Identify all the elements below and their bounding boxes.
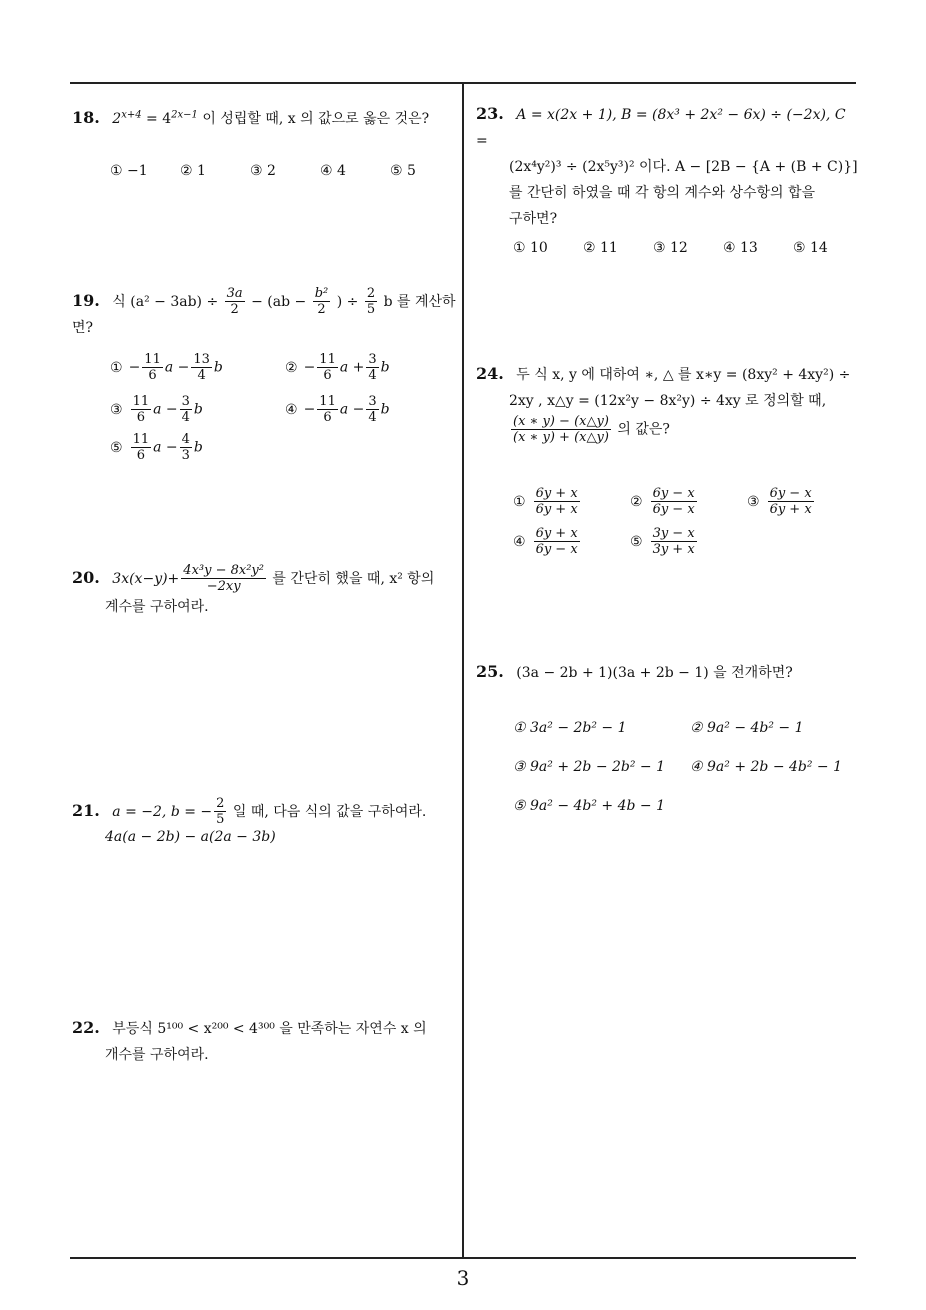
choice-5[interactable]: ⑤ 5: [390, 163, 416, 179]
column-divider: [462, 82, 464, 1258]
question-stem-line2: 개수를 구하여라.: [105, 1047, 209, 1063]
choice-5[interactable]: ⑤ $\frac{3y - x}{3y + x}$: [630, 526, 695, 557]
question-stem-line3: 를 간단히 하였을 때 각 항의 계수와 상수항의 합을: [509, 185, 816, 201]
question-number: 22.: [72, 1018, 100, 1037]
question-stem-line3: $\frac{(x ∗ y) - (x\triangle y)}{(x ∗ y) + (x\triangle y)}$ 의 값은?: [513, 414, 670, 445]
question-18: [72, 102, 457, 132]
question-stem: 부등식 5¹⁰⁰ < x²⁰⁰ < 4³⁰⁰ 을 만족하는 자연수 x 의: [112, 1021, 427, 1037]
question-stem: A = x(2x + 1), B = (8x³ + 2x² − 6x) ÷ (−2x), C =: [476, 107, 846, 149]
choice-2[interactable]: ② 9a² − 4b² − 1: [690, 720, 804, 736]
question-19: [72, 286, 457, 337]
choice-4[interactable]: ④ − $\frac{11}{6}$ a − $\frac{3}{4}$ b: [285, 394, 390, 425]
question-24: [476, 362, 861, 445]
question-stem-line4: 구하면?: [509, 211, 558, 227]
question-stem: $2^{x+4} = 4^{2x-1}$ 이 성립할 때, x 의 값으로 옳은 것은?: [112, 109, 430, 127]
question-stem-line2: (2x⁴y²)³ ÷ (2x⁵y³)² 이다. A − [2B − {A + (B + C)}]: [509, 159, 858, 175]
question-number: 23.: [476, 104, 504, 123]
choice-3[interactable]: ③ 12: [653, 240, 688, 256]
choice-1[interactable]: ① − $\frac{11}{6}$ a − $\frac{13}{4}$ b: [110, 352, 223, 383]
question-stem: (3a − 2b + 1)(3a + 2b − 1) 을 전개하면?: [516, 665, 793, 681]
question-number: 24.: [476, 364, 504, 383]
choice-2[interactable]: ② 1: [180, 163, 206, 179]
choice-1[interactable]: ① $\frac{6y + x}{6y + x}$: [513, 486, 578, 517]
question-23: [476, 102, 861, 232]
choice-4[interactable]: ④ 13: [723, 240, 758, 256]
choice-4[interactable]: ④ 9a² + 2b − 4b² − 1: [690, 759, 843, 775]
question-22: [72, 1016, 457, 1068]
bottom-rule: [70, 1257, 856, 1259]
question-20: [72, 563, 457, 620]
choice-3[interactable]: ③ $\frac{6y - x}{6y + x}$: [747, 486, 812, 517]
choice-2[interactable]: ② − $\frac{11}{6}$ a + $\frac{3}{4}$ b: [285, 352, 390, 383]
question-number: 18.: [72, 107, 100, 127]
choice-1[interactable]: ① 10: [513, 240, 548, 256]
question-stem-line2: 2xy , x△y = (12x²y − 8x²y) ÷ 4xy 로 정의할 때,: [509, 393, 827, 409]
choice-3[interactable]: ③ 2: [250, 163, 276, 179]
choice-5[interactable]: ⑤ 9a² − 4b² + 4b − 1: [513, 798, 666, 814]
question-21: [72, 796, 457, 847]
question-number: 20.: [72, 567, 100, 587]
choice-1[interactable]: ① −1: [110, 163, 148, 179]
question-stem: 식 (a² − 3ab) ÷ $\frac{3a}{2}$ − (ab − $\frac{\text{b²}}{2}$ ) ÷ $\frac{2}{5}$ b 를 계산하면?: [72, 286, 456, 336]
page-number: 3: [456, 1266, 470, 1290]
choice-3[interactable]: ③ $\frac{11}{6}$ a − $\frac{3}{4}$ b: [110, 394, 203, 425]
question-number: 19.: [72, 290, 100, 310]
question-number: 21.: [72, 800, 100, 820]
choice-2[interactable]: ② $\frac{6y - x}{6y - x}$: [630, 486, 695, 517]
choice-3[interactable]: ③ 9a² + 2b − 2b² − 1: [513, 759, 666, 775]
question-stem-line2: 계수를 구하여라.: [105, 599, 209, 615]
question-stem: 3x(x−y)+ $\frac{\text{4x³y − 8x²y²}}{-2xy}$ 를 간단히 했을 때, x² 항의: [112, 563, 435, 594]
question-stem: a = −2, b = − $\frac{2}{5}$ 일 때, 다음 식의 값을 구하여라.: [112, 796, 427, 827]
choice-2[interactable]: ② 11: [583, 240, 618, 256]
choice-5[interactable]: ⑤ 14: [793, 240, 828, 256]
choice-4[interactable]: ④ 4: [320, 163, 346, 179]
question-number: 25.: [476, 662, 504, 681]
question-stem: 두 식 x, y 에 대하여 ∗, △ 를 x∗y = (8xy² + 4xy²) ÷: [516, 367, 851, 383]
choice-4[interactable]: ④ $\frac{6y + x}{6y - x}$: [513, 526, 578, 557]
question-25: [476, 660, 861, 686]
question-expression: 4a(a − 2b) − a(2a − 3b): [105, 829, 276, 845]
choice-1[interactable]: ① 3a² − 2b² − 1: [513, 720, 627, 736]
choice-5[interactable]: ⑤ $\frac{11}{6}$ a − $\frac{4}{3}$ b: [110, 432, 203, 463]
